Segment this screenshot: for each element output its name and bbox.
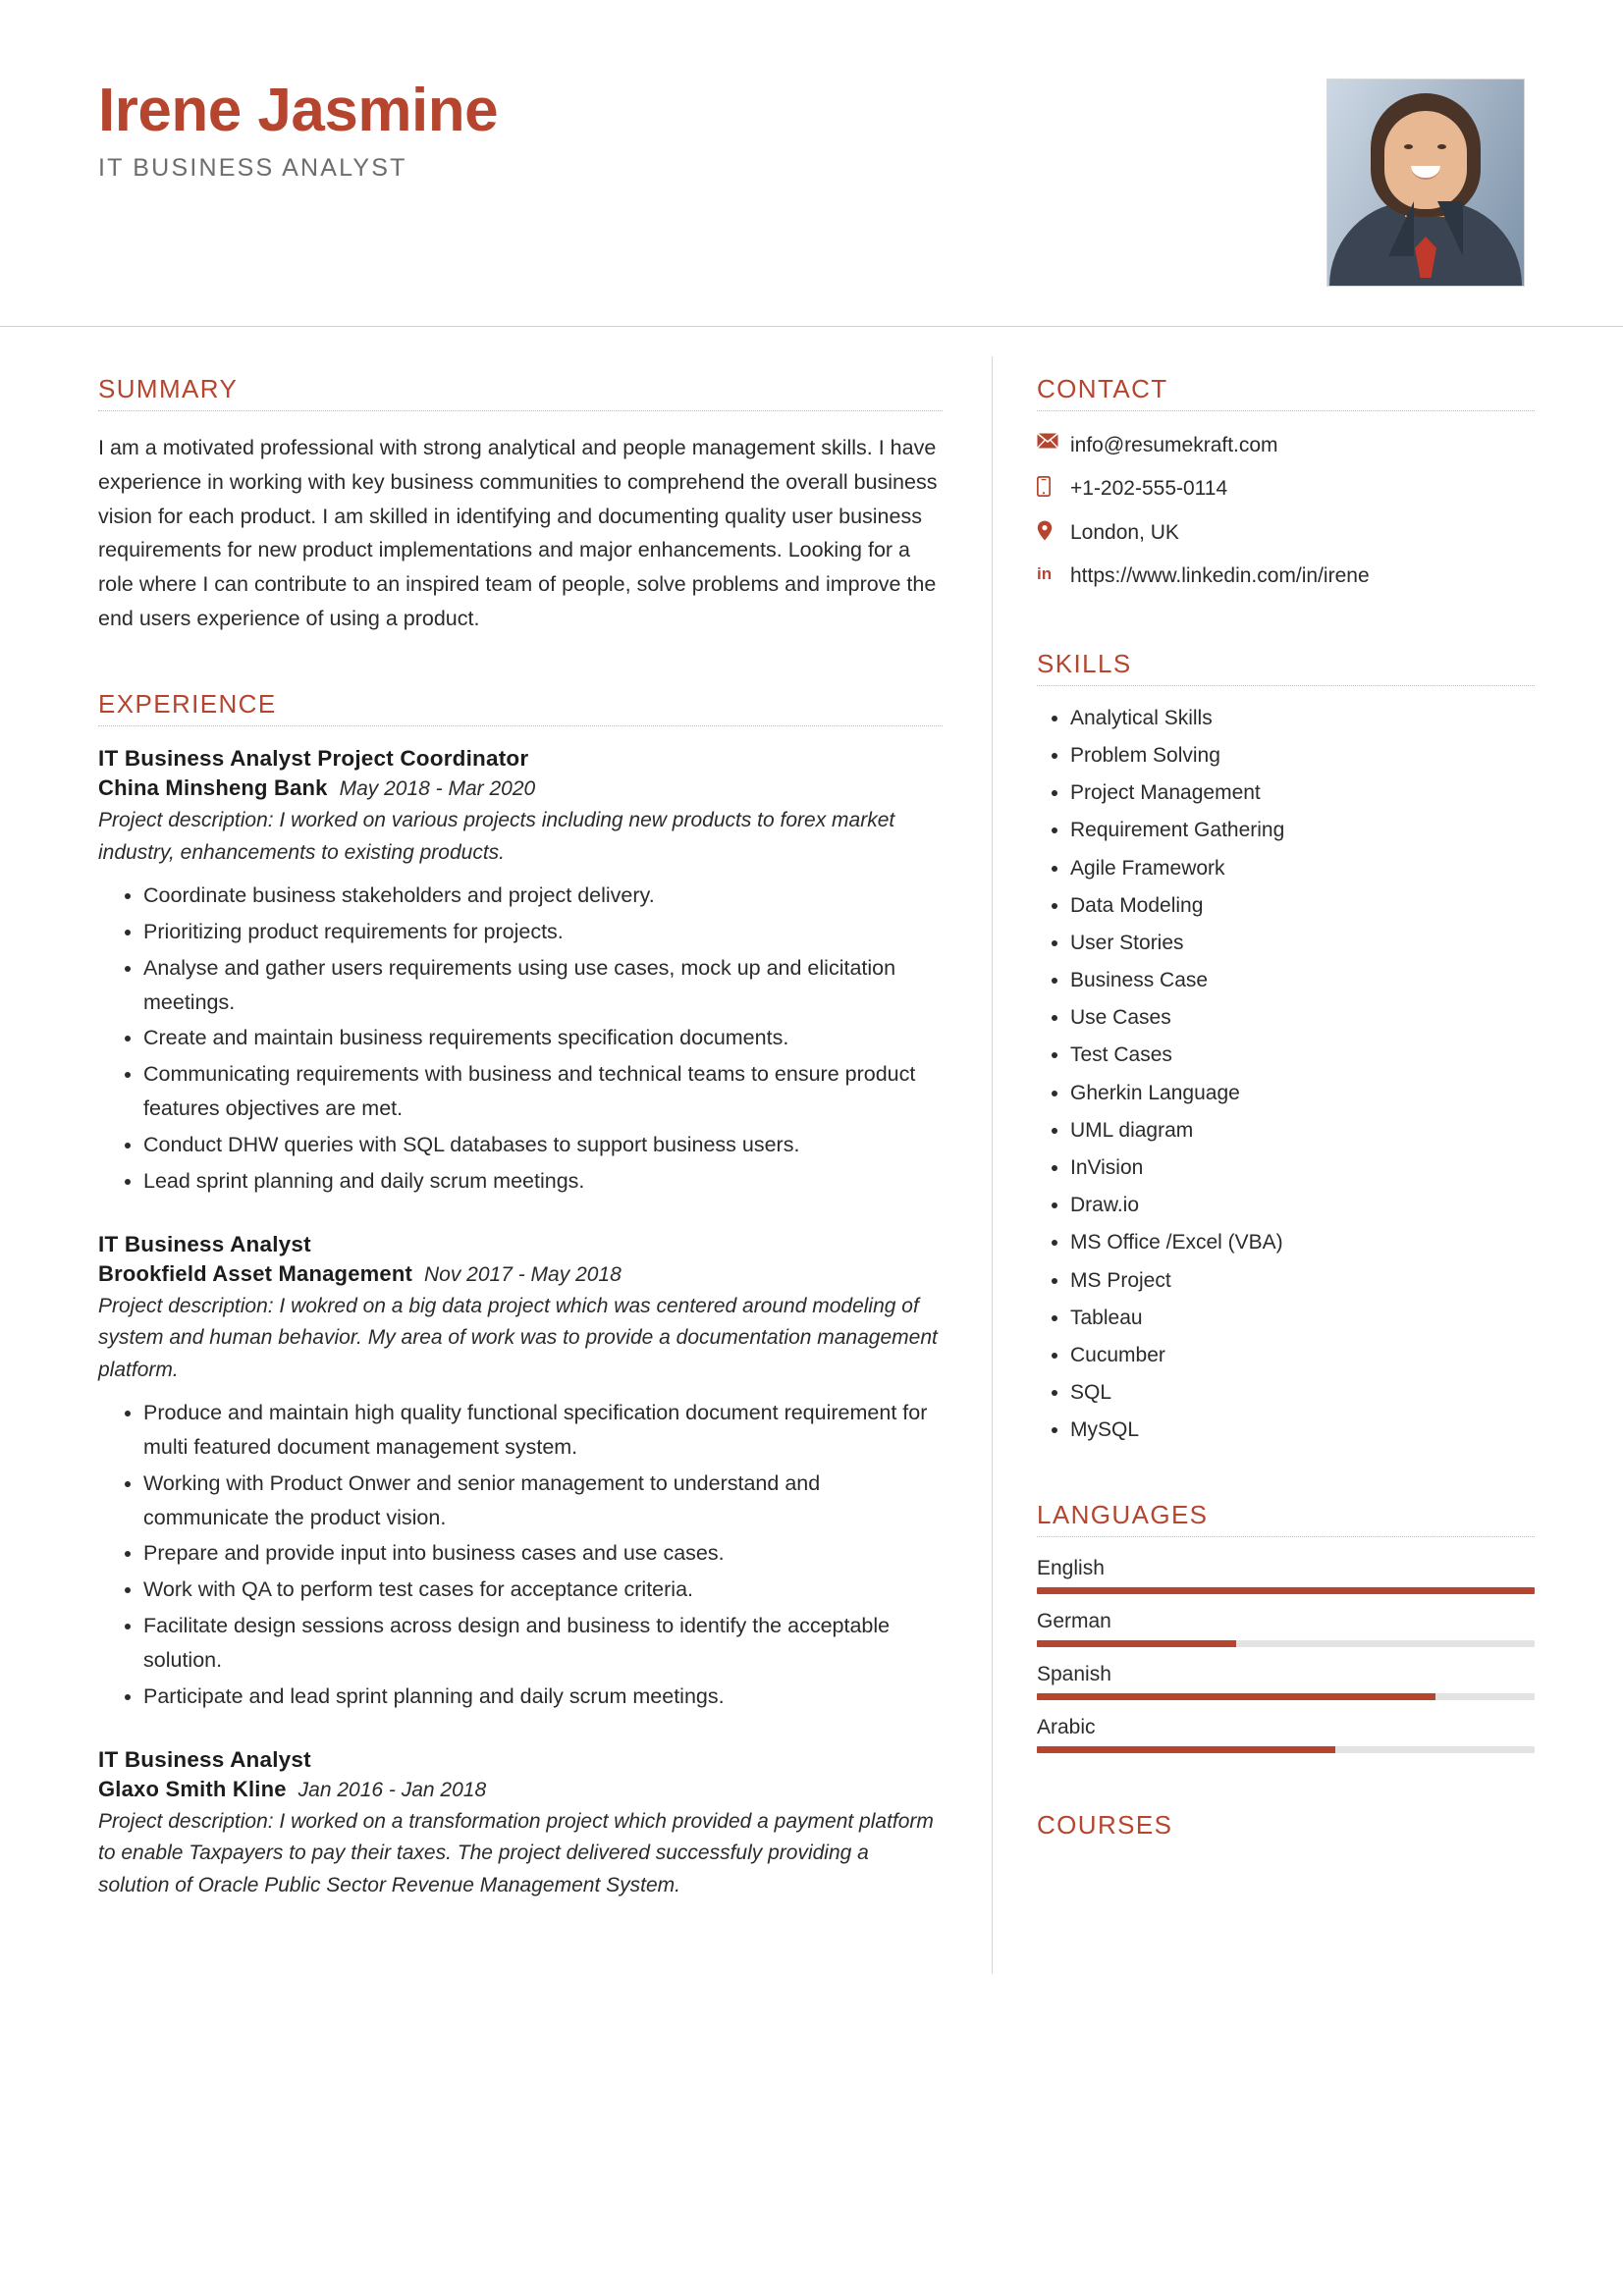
list-item: • Communicating requirements with business and technical teams to ensure product features objectives are met. <box>143 1057 943 1126</box>
experience-bullets <box>98 879 943 1198</box>
contact-linkedin[interactable] <box>1037 561 1535 591</box>
courses-section <box>1037 1810 1535 1841</box>
experience-underline <box>98 725 943 726</box>
contact-location <box>1037 518 1535 548</box>
list-item: • Draw.io <box>1070 1193 1535 1217</box>
skills-section <box>1037 649 1535 1443</box>
experience-description: Project description: I worked on various projects including new products to forex market industry, enhancements to existing products. <box>98 808 895 864</box>
experience-company-line <box>98 1261 943 1287</box>
location-pin-icon <box>1037 518 1070 541</box>
list-item: • Agile Framework <box>1070 856 1535 881</box>
photo-collar-right <box>1437 201 1463 256</box>
list-item: • Work with QA to perform test cases for acceptance criteria. <box>143 1573 943 1607</box>
sidebar-column <box>993 327 1623 1974</box>
language-bar-fill <box>1037 1587 1535 1594</box>
contact-email[interactable] <box>1037 431 1535 460</box>
contact-phone[interactable] <box>1037 474 1535 504</box>
list-item: • Analyse and gather users requirements using use cases, mock up and elicitation meetings. <box>143 951 943 1020</box>
list-item: • Facilitate design sessions across design and business to identify the acceptable solution. <box>143 1609 943 1678</box>
language-name: Arabic <box>1037 1715 1096 1738</box>
experience-company-line <box>98 775 943 801</box>
skills-section-title: SKILLS <box>1037 648 1132 678</box>
summary-section <box>98 374 943 636</box>
language-bar <box>1037 1587 1535 1594</box>
list-item: • Produce and maintain high quality functional specification document requirement for multi featured document management system. <box>143 1396 943 1465</box>
contact-phone-text: +1-202-555-0114 <box>1070 477 1228 501</box>
list-item: • MS Office /Excel (VBA) <box>1070 1230 1535 1255</box>
experience-dates: Nov 2017 - May 2018 <box>424 1262 622 1286</box>
list-item: • User Stories <box>1070 931 1535 955</box>
photo-eye-right <box>1437 144 1446 149</box>
list-item: • MS Project <box>1070 1268 1535 1293</box>
resume-body <box>0 327 1623 1974</box>
list-item: • Data Modeling <box>1070 893 1535 918</box>
experience-role: IT Business Analyst <box>98 1231 311 1256</box>
list-item: • Coordinate business stakeholders and project delivery. <box>143 879 943 913</box>
experience-entry <box>98 746 943 1199</box>
experience-company: Glaxo Smith Kline <box>98 1776 287 1801</box>
languages-underline <box>1037 1536 1535 1537</box>
list-item: • InVision <box>1070 1155 1535 1180</box>
list-item: • Test Cases <box>1070 1042 1535 1067</box>
contact-location-text: London, UK <box>1070 520 1179 544</box>
languages-section-title: LANGUAGES <box>1037 1499 1209 1529</box>
experience-entry <box>98 1747 943 1902</box>
list-item: • SQL <box>1070 1380 1535 1405</box>
language-bar-fill <box>1037 1746 1335 1753</box>
svg-text:in: in <box>1037 564 1053 584</box>
summary-section-title: SUMMARY <box>98 374 239 403</box>
experience-company: China Minsheng Bank <box>98 774 328 800</box>
summary-underline <box>98 410 943 411</box>
language-row <box>1037 1557 1535 1594</box>
list-item: • Prepare and provide input into business cases and use cases. <box>143 1536 943 1571</box>
experience-dates: May 2018 - Mar 2020 <box>339 776 536 800</box>
main-column <box>0 327 992 1974</box>
experience-description: Project description: I wokred on a big data project which was centered around modeling of system and human behavior. My area of work was to provide a documentation management platform. <box>98 1294 938 1381</box>
photo-collar-left <box>1388 201 1414 256</box>
language-bar-fill <box>1037 1693 1435 1700</box>
list-item: • Business Case <box>1070 968 1535 992</box>
contact-underline <box>1037 410 1535 411</box>
experience-description: Project description: I worked on a transformation project which provided a payment platform to enable Taxpayers to pay their taxes. The project delivered successfuly providing a solution of Oracle Public Sector Revenue Management System. <box>98 1809 934 1896</box>
list-item: • MySQL <box>1070 1417 1535 1442</box>
avatar <box>1326 79 1525 287</box>
resume-header <box>0 0 1623 326</box>
photo-eye-left <box>1404 144 1413 149</box>
list-item: • Project Management <box>1070 780 1535 805</box>
language-bar-fill <box>1037 1640 1236 1647</box>
list-item: • Problem Solving <box>1070 743 1535 768</box>
job-title: IT BUSINESS ANALYST <box>98 154 407 183</box>
experience-section <box>98 689 943 1901</box>
list-item: • UML diagram <box>1070 1118 1535 1143</box>
list-item: • Conduct DHW queries with SQL databases to support business users. <box>143 1128 943 1162</box>
experience-company: Brookfield Asset Management <box>98 1260 412 1286</box>
summary-text: I am a motivated professional with strong analytical and people management skills. I have experience in working with key business communities to comprehend the overall business vision for each product. I am skilled in identifying and documenting quality user business requirements for new product implementations and major enhancements. Looking for a role where I can contribute to an inspired team of people, solve problems and improve the end users experience of using a product. <box>98 436 938 631</box>
contact-section-title: CONTACT <box>1037 374 1168 403</box>
experience-section-title: EXPERIENCE <box>98 688 277 719</box>
phone-icon <box>1037 474 1070 497</box>
courses-section-title: COURSES <box>1037 1809 1173 1840</box>
contact-linkedin-text: https://www.linkedin.com/in/irene <box>1070 564 1370 588</box>
list-item: • Lead sprint planning and daily scrum meetings. <box>143 1164 943 1199</box>
photo-face <box>1384 111 1467 209</box>
list-item: • Tableau <box>1070 1306 1535 1330</box>
language-row <box>1037 1663 1535 1700</box>
languages-section <box>1037 1500 1535 1753</box>
language-name: English <box>1037 1556 1105 1579</box>
list-item: • Requirement Gathering <box>1070 818 1535 842</box>
language-name: German <box>1037 1609 1111 1632</box>
contact-section <box>1037 374 1535 592</box>
experience-role: IT Business Analyst Project Coordinator <box>98 745 529 771</box>
list-item: • Gherkin Language <box>1070 1081 1535 1105</box>
experience-company-line <box>98 1777 943 1802</box>
skills-list <box>1037 706 1535 1443</box>
page-title: Irene Jasmine <box>98 77 499 144</box>
list-item: • Create and maintain business requirements specification documents. <box>143 1021 943 1055</box>
list-item: • Cucumber <box>1070 1343 1535 1367</box>
email-icon <box>1037 431 1070 449</box>
language-name: Spanish <box>1037 1662 1111 1685</box>
language-row <box>1037 1716 1535 1753</box>
experience-role: IT Business Analyst <box>98 1746 311 1772</box>
contact-email-text: info@resumekraft.com <box>1070 434 1278 456</box>
experience-bullets <box>98 1396 943 1713</box>
header-identity <box>98 79 498 183</box>
list-item: • Working with Product Onwer and senior management to understand and communicate the product vision. <box>143 1467 943 1535</box>
list-item: • Use Cases <box>1070 1005 1535 1030</box>
language-bar <box>1037 1746 1535 1753</box>
experience-entry <box>98 1232 943 1714</box>
list-item: • Analytical Skills <box>1070 706 1535 730</box>
list-item: • Participate and lead sprint planning and daily scrum meetings. <box>143 1680 943 1714</box>
language-bar <box>1037 1693 1535 1700</box>
experience-dates: Jan 2016 - Jan 2018 <box>298 1778 487 1801</box>
list-item: • Prioritizing product requirements for projects. <box>143 915 943 949</box>
skills-underline <box>1037 685 1535 686</box>
contact-list <box>1037 431 1535 592</box>
linkedin-icon <box>1037 561 1070 583</box>
language-bar <box>1037 1640 1535 1647</box>
language-row <box>1037 1610 1535 1647</box>
